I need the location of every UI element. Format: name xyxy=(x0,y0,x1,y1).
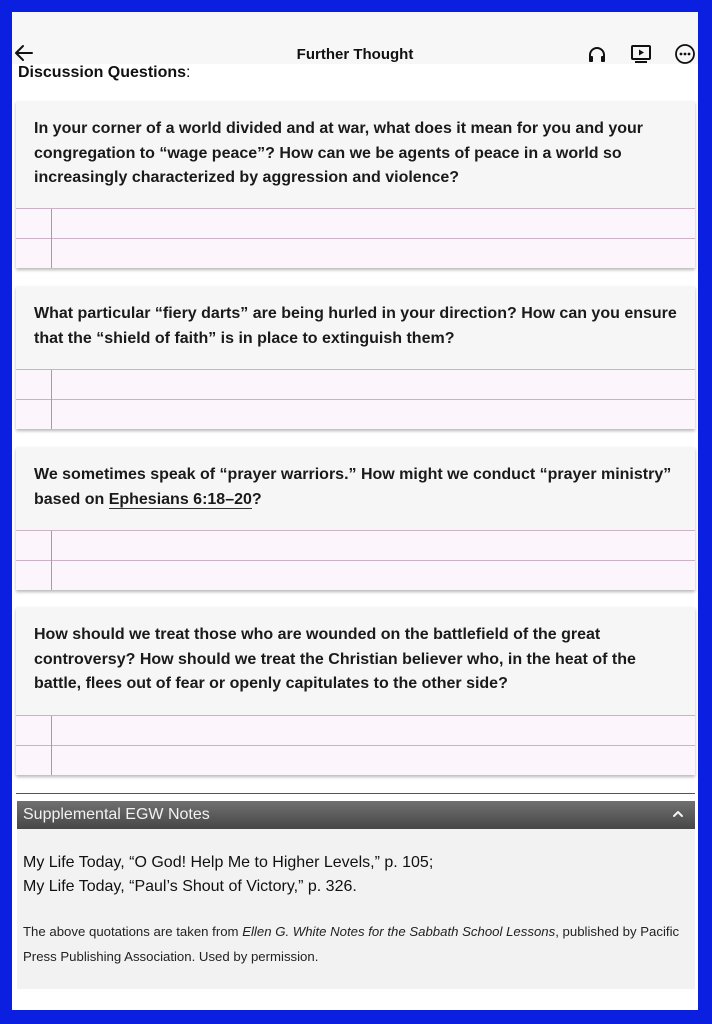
question-card xyxy=(16,286,695,429)
more-icon[interactable] xyxy=(674,43,696,65)
attribution-text: The above quotations are taken from Ellen G. White Notes for the Sabbath School Lessons, published by Pacific Press Publishing Association. Used by permission. xyxy=(23,924,680,964)
question-card xyxy=(16,101,695,268)
question-text: How should we treat those who are wounded on the battlefield of the great controversy? How should we treat the Christian believer who, in the heat of the battle, flees out of fear or openly capitulates to the other side? xyxy=(34,626,636,692)
notes-input[interactable] xyxy=(16,715,695,775)
section-heading: Discussion Questions: xyxy=(18,64,191,81)
supplemental-header-label: Supplemental EGW Notes xyxy=(23,806,210,823)
page-title: Further Thought xyxy=(296,46,414,63)
question-text: What particular “fiery darts” are being hurled in your direction? How can you ensure that the “shield of faith” is in place to extinguish them? xyxy=(34,305,677,347)
scripture-link[interactable]: Ephesians 6:18–20 xyxy=(108,490,252,508)
notes-input[interactable] xyxy=(16,369,695,429)
chevron-up-icon[interactable] xyxy=(671,807,685,821)
device-screen xyxy=(12,12,698,1010)
question-text: We sometimes speak of “prayer warriors.” How might we conduct “prayer ministry” based on Ephesians 6:18–20? xyxy=(34,466,672,508)
notes-input[interactable] xyxy=(16,530,695,590)
divider xyxy=(16,793,695,794)
question-card xyxy=(16,447,695,590)
notes-input[interactable] xyxy=(16,208,695,268)
egw-reference: My Life Today, “Paul’s Shout of Victory,” p. 326. xyxy=(23,878,357,895)
egw-reference: My Life Today, “O God! Help Me to Higher Levels,” p. 105; xyxy=(23,854,434,871)
egw-references xyxy=(23,851,433,899)
headphones-icon[interactable] xyxy=(586,43,608,65)
question-text: In your corner of a world divided and at war, what does it mean for you and your congregation to “wage peace”? How can we be agents of peace in a world so increasingly characterized by aggression and violence? xyxy=(34,120,643,186)
question-card xyxy=(16,607,695,775)
status-bar xyxy=(12,12,698,26)
supplemental-header[interactable] xyxy=(17,801,695,829)
video-icon[interactable] xyxy=(630,43,652,65)
content-area xyxy=(12,64,698,1010)
supplemental-body xyxy=(17,829,695,989)
